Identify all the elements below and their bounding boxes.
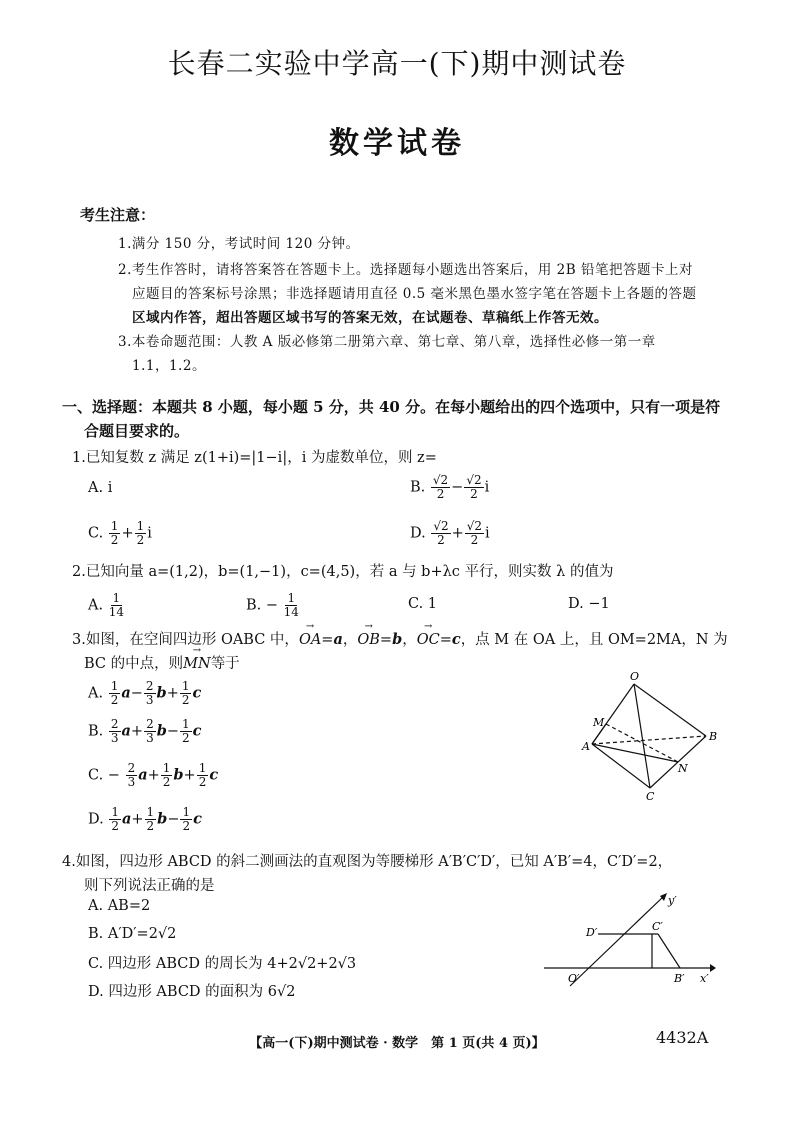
q1-stem: 1.已知复数 z 满足 z(1+i)=|1−i|，i 为虚数单位，则 z= [72,450,437,466]
notice-item: 1.满分 150 分，考试时间 120 分钟。 [118,236,360,252]
notice-item: 3.本卷命题范围：人教 A 版必修第二册第六章、第七章、第八章，选择性必修一第一章 [118,334,656,350]
q2-option-d: D. −1 [568,596,610,612]
q3-label-a: A [582,740,590,753]
q4-stem-line2: 则下列说法正确的是 [84,878,215,894]
q2-stem: 2.已知向量 a=(1,2)，b=(1,−1)，c=(4,5)，若 a 与 b+λc 平行，则实数 λ 的值为 [72,564,614,580]
q4-option-b: B. A′D′=2√2 [88,926,177,942]
q2-b-den: 14 [283,605,299,619]
q3-option-c: C. − $\frac{2}{3}$ a+ $\frac{1}{2}$ b+ $\frac{1}{2}$ c [88,761,219,789]
q3-stem-pre: 3.如图，在空间四边形 OABC 中， [72,632,299,648]
q2-b-num: 1 [287,591,296,605]
q1-option-c-label: C. [88,525,104,542]
q1-option-b-label: B. [410,479,426,496]
q4-label-c: C′ [652,920,663,933]
section-heading: 一、选择题：本题共 8 小题，每小题 5 分，共 40 分。在每小题给出的四个选项中，只有一项是符 [62,398,721,416]
q3-label-n: N [678,762,688,775]
section-heading-cont: 合题目要求的。 [84,422,190,440]
q2-a-num: 1 [112,591,121,605]
q4-stem-line1: 4.如图，四边形 ABCD 的斜二测画法的直观图为等腰梯形 A′B′C′D′，已知 A′B′=4，C′D′=2， [62,854,673,870]
q2-a-den: 14 [108,605,124,619]
x-axis-arrow-icon [710,964,716,972]
q3-option-a: A. $\frac{1}{2}$ a− $\frac{2}{3}$ b+ $\frac{1}{2}$ c [88,679,202,707]
q1-option-c: C. $\frac{1}{2}$ + $\frac{1}{2}$ i [88,519,152,547]
q3-stem-line1: 3.如图，在空间四边形 OABC 中，→ OA=a，→ OB=b，→ OC=c，点 M 在 OA 上，且 OM=2MA，N 为 [72,628,728,649]
q4-trapezoid-figure [540,892,720,988]
q3-option-d: D. $\frac{1}{2}$ a+ $\frac{1}{2}$ b− $\frac{1}{2}$ c [88,805,202,833]
q3-stem-line2-post: 等于 [210,656,240,672]
paper-code: 4432A [656,1028,709,1047]
q1-option-b: B. $\frac{√2}{2}$ − $\frac{√2}{2}$ i [410,473,490,501]
q3-label-m: M [593,716,605,729]
q1-option-d-label: D. [410,525,426,542]
q2-option-a [88,592,125,619]
q4-label-x: x′ [700,972,709,985]
q1-option-d: D. $\frac{√2}{2}$ + $\frac{√2}{2}$ i [410,519,490,547]
q3-option-b: B. $\frac{2}{3}$ a+ $\frac{2}{3}$ b− $\frac{1}{2}$ c [88,717,202,745]
q2-option-c: C. 1 [408,596,438,612]
q2-option-a-label: A. [88,597,104,614]
exam-title: 长春二实验中学高一(下)期中测试卷 [167,47,627,80]
q3-option-a-label: A. [88,685,104,702]
exam-subtitle: 数学试卷 [329,126,465,161]
q4-label-o: O′ [568,972,580,985]
q4-option-a: A. AB=2 [88,898,151,914]
y-axis-arrow-icon [660,893,667,901]
notice-item: 2.考生作答时，请将答案答在答题卡上。选择题每小题选出答案后，用 2B 铅笔把答题卡上对 [118,262,693,278]
q4-label-d: D′ [586,926,598,939]
q1-option-a: A. i [88,480,113,496]
q2-option-b [246,592,300,619]
q3-label-c: C [646,790,655,803]
q3-option-b-label: B. [88,723,104,740]
q3-option-d-label: D. [88,811,104,828]
q3-stem-post: ，点 M 在 OA 上，且 OM=2MA，N 为 [460,632,728,648]
q4-label-y: y′ [668,894,677,907]
q3-option-c-label: C. − [88,767,120,784]
notice-item: 1.1，1.2。 [132,358,206,374]
notice-item: 区域内作答，超出答题区域书写的答案无效，在试题卷、草稿纸上作答无效。 [132,310,608,326]
q3-tetrahedron-figure [578,670,728,804]
q3-stem-line2-text: BC 的中点，则 [84,656,184,672]
q4-option-d: D. 四边形 ABCD 的面积为 6√2 [88,984,296,1000]
q2-option-b-label: B. − [246,597,279,614]
notice-item: 应题目的答案标号涂黑；非选择题请用直径 0.5 毫米黑色墨水签字笔在答题卡上各题的答题 [132,286,697,302]
q4-option-c: C. 四边形 ABCD 的周长为 4+2√2+2√3 [88,956,357,972]
page-footer: 【高一(下)期中测试卷 · 数学 第 1 页(共 4 页)】 [249,1036,545,1051]
q3-stem-line2: BC 的中点，则→ MN等于 [84,652,240,673]
q3-label-o: O [630,670,640,683]
q4-label-b: B′ [674,972,685,985]
q3-label-b: B [709,730,718,743]
notice-heading: 考生注意： [80,206,156,224]
